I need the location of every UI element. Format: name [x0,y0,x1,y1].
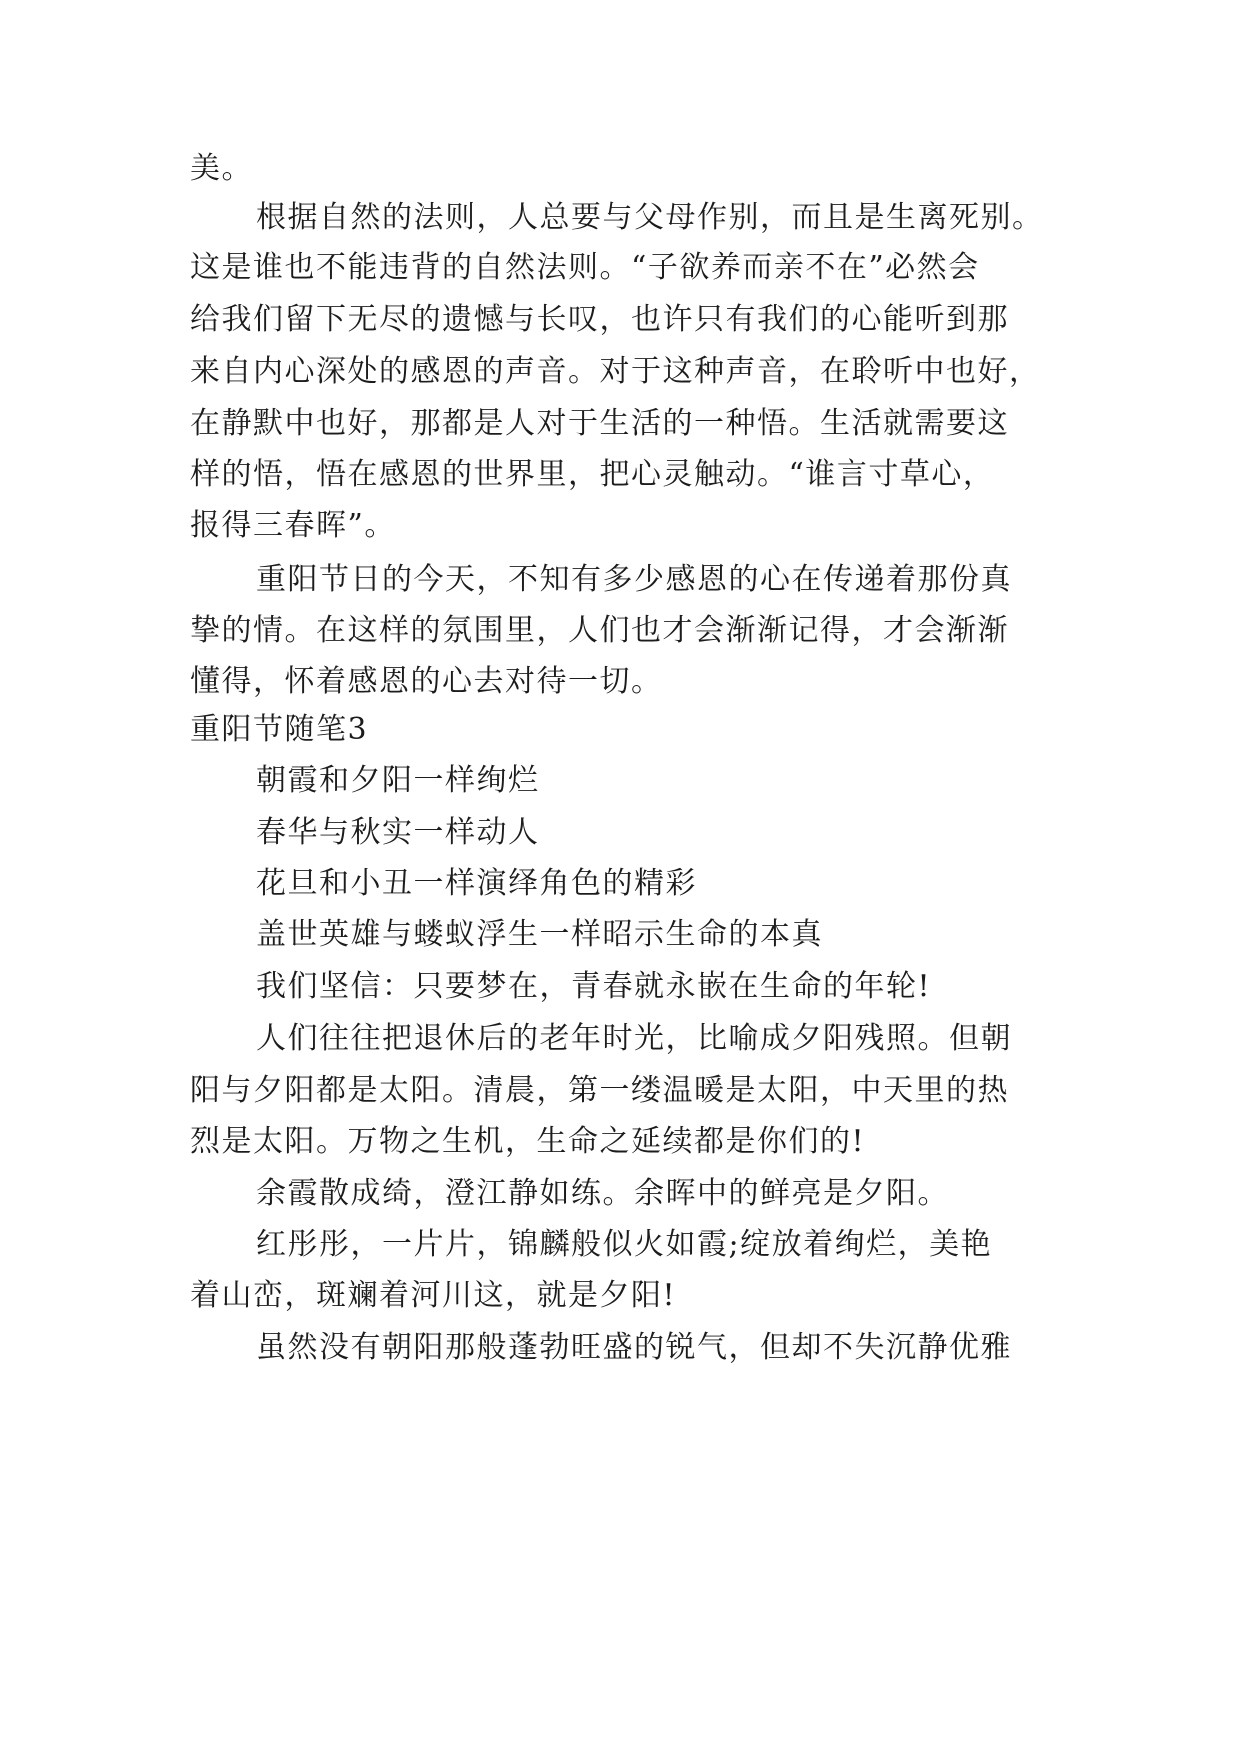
text-line: 报得三春晖”。 [190,508,396,543]
section-heading: 重阳节随笔3 [190,712,369,747]
paragraph-line: 根据自然的法则，人总要与父母作别，而且是生离死别。 [256,200,1044,235]
text-line: 给我们留下无尽的遗憾与长叹，也许只有我们的心能听到那 [190,302,1009,337]
paragraph-line: 重阳节日的今天，不知有多少感恩的心在传递着那份真 [256,562,1012,597]
poem-line: 春华与秋实一样动人 [256,815,540,850]
poem-line: 我们坚信：只要梦在，青春就永嵌在生命的年轮! [256,969,932,1004]
text-line: 阳与夕阳都是太阳。清晨，第一缕温暖是太阳，中天里的热 [190,1073,1009,1108]
text-line: 美。 [190,151,253,186]
poem-line: 花旦和小丑一样演绎角色的精彩 [256,866,697,901]
poem-line: 盖世英雄与蝼蚁浮生一样昭示生命的本真 [256,917,823,952]
text-line: 挚的情。在这样的氛围里，人们也才会渐渐记得，才会渐渐 [190,613,1009,648]
text-line: 这是谁也不能违背的自然法则。“子欲养而亲不在”必然会 [190,250,980,285]
text-line: 烈是太阳。万物之生机，生命之延续都是你们的! [190,1124,866,1159]
text-line: 着山峦，斑斓着河川这，就是夕阳! [190,1278,677,1313]
paragraph-line: 余霞散成绮，澄江静如练。余晖中的鲜亮是夕阳。 [256,1176,949,1211]
paragraph-line: 虽然没有朝阳那般蓬勃旺盛的锐气，但却不失沉静优雅 [256,1330,1012,1365]
paragraph-line: 人们往往把退休后的老年时光，比喻成夕阳残照。但朝 [256,1021,1012,1056]
text-line: 在静默中也好，那都是人对于生活的一种悟。生活就需要这 [190,406,1009,441]
text-line: 样的悟，悟在感恩的世界里，把心灵触动。“谁言寸草心， [190,457,995,492]
paragraph-line: 红彤彤，一片片，锦麟般似火如霞;绽放着绚烂，美艳 [256,1227,993,1262]
text-line: 懂得，怀着感恩的心去对待一切。 [190,664,663,699]
poem-line: 朝霞和夕阳一样绚烂 [256,763,540,798]
text-line: 来自内心深处的感恩的声音。对于这种声音，在聆听中也好， [190,354,1041,389]
